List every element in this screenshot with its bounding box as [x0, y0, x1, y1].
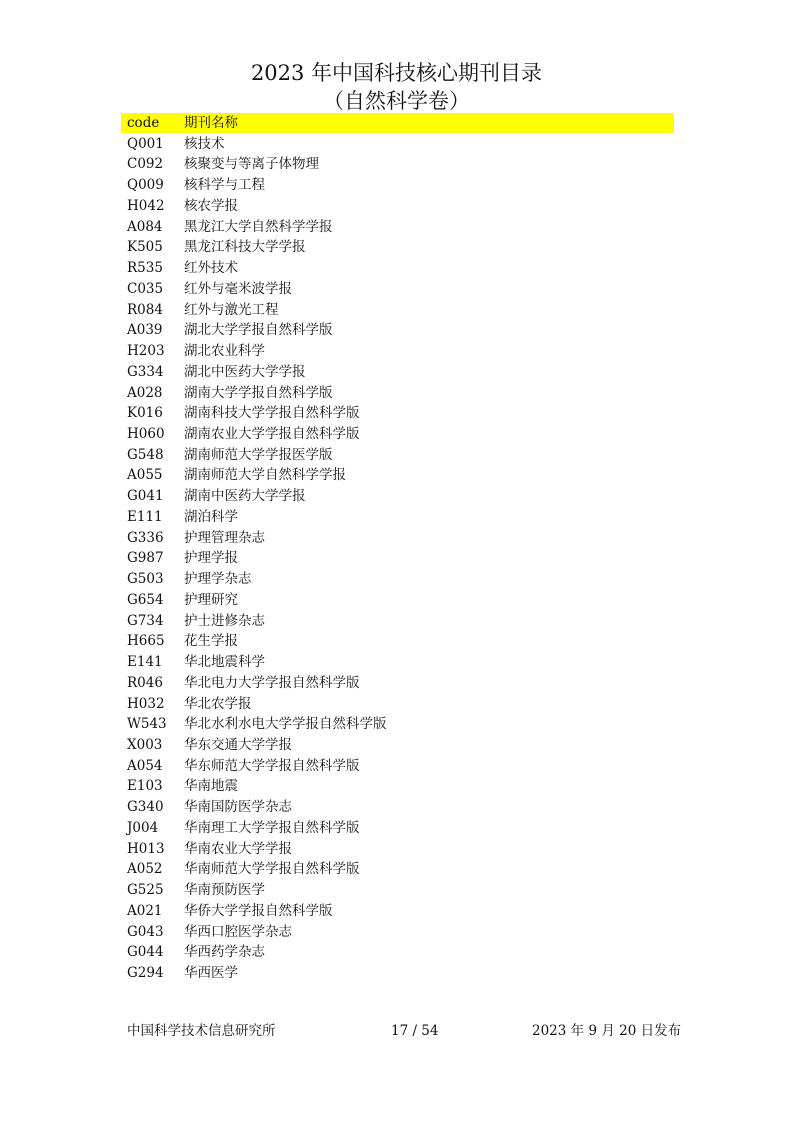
table-row: [121, 258, 674, 279]
journal-name: 湖南科技大学学报自然科学版: [184, 405, 360, 422]
table-row: [121, 528, 674, 549]
journal-code: Q001: [127, 135, 164, 152]
header-journal-name: 期刊名称: [184, 115, 238, 131]
journal-name: 华西药学杂志: [184, 944, 265, 961]
journal-table: [121, 113, 674, 984]
journal-code: A055: [127, 467, 163, 484]
journal-code: H032: [127, 695, 165, 712]
journal-name: 黑龙江科技大学学报: [184, 239, 306, 256]
journal-name: 红外技术: [184, 260, 238, 277]
journal-code: H665: [127, 633, 165, 650]
journal-name: 核聚变与等离子体物理: [184, 156, 319, 173]
table-body: [121, 134, 674, 984]
journal-name: 华南地震: [184, 778, 238, 795]
table-header-row: [121, 113, 674, 133]
table-row: [121, 154, 674, 175]
table-row: [121, 797, 674, 818]
table-row: [121, 590, 674, 611]
journal-name: 华北电力大学学报自然科学版: [184, 674, 360, 691]
journal-code: G340: [127, 799, 164, 816]
journal-code: G044: [127, 944, 164, 961]
table-row: [121, 839, 674, 860]
table-row: [121, 362, 674, 383]
table-row: [121, 196, 674, 217]
journal-name: 花生学报: [184, 633, 238, 650]
journal-code: C035: [127, 280, 164, 297]
journal-code: A028: [127, 384, 163, 401]
journal-code: A054: [127, 757, 163, 774]
journal-name: 湖南中医药大学学报: [184, 488, 306, 505]
journal-code: E111: [127, 508, 163, 525]
journal-name: 湖北大学学报自然科学版: [184, 322, 333, 339]
journal-code: A039: [127, 322, 163, 339]
table-row: [121, 859, 674, 880]
journal-name: 黑龙江大学自然科学学报: [184, 218, 333, 235]
journal-code: H060: [127, 425, 165, 442]
journal-code: J004: [127, 819, 159, 836]
journal-code: G041: [127, 488, 164, 505]
journal-code: G043: [127, 923, 164, 940]
journal-name: 湖北农业科学: [184, 343, 265, 360]
journal-name: 护士进修杂志: [184, 612, 265, 629]
table-row: [121, 507, 674, 528]
journal-code: G525: [127, 882, 164, 899]
table-row: [121, 383, 674, 404]
table-row: [121, 279, 674, 300]
journal-name: 湖北中医药大学学报: [184, 363, 306, 380]
journal-code: Q009: [127, 177, 164, 194]
table-row: [121, 922, 674, 943]
journal-code: R535: [127, 260, 163, 277]
journal-code: A021: [127, 902, 163, 919]
journal-name: 华北地震科学: [184, 654, 265, 671]
table-row: [121, 611, 674, 632]
journal-name: 湖南师范大学自然科学学报: [184, 467, 346, 484]
journal-name: 华东交通大学学报: [184, 736, 292, 753]
table-row: [121, 237, 674, 258]
journal-name: 护理学报: [184, 550, 238, 567]
table-row: [121, 445, 674, 466]
table-row: [121, 134, 674, 155]
journal-name: 湖南师范大学学报医学版: [184, 446, 333, 463]
table-row: [121, 652, 674, 673]
journal-name: 华北水利水电大学学报自然科学版: [184, 716, 387, 733]
table-row: [121, 341, 674, 362]
journal-name: 华北农学报: [184, 695, 252, 712]
footer-organization: 中国科学技术信息研究所: [127, 1023, 276, 1039]
journal-name: 湖南大学学报自然科学版: [184, 384, 333, 401]
journal-name: 红外与毫米波学报: [184, 280, 292, 297]
table-row: [121, 569, 674, 590]
journal-name: 华南农业大学学报: [184, 840, 292, 857]
journal-name: 华东师范大学学报自然科学版: [184, 757, 360, 774]
table-row: [121, 963, 674, 984]
footer-page-number: 17 / 54: [391, 1023, 439, 1039]
table-row: [121, 942, 674, 963]
journal-code: G334: [127, 363, 164, 380]
table-row: [121, 320, 674, 341]
journal-name: 核科学与工程: [184, 177, 265, 194]
journal-code: R084: [127, 301, 163, 318]
table-row: [121, 694, 674, 715]
journal-name: 湖南农业大学学报自然科学版: [184, 425, 360, 442]
journal-name: 护理管理杂志: [184, 529, 265, 546]
journal-code: W543: [127, 716, 167, 733]
journal-name: 护理研究: [184, 591, 238, 608]
journal-name: 核技术: [184, 135, 225, 152]
table-row: [121, 465, 674, 486]
journal-code: X003: [127, 736, 163, 753]
table-row: [121, 424, 674, 445]
document-title: 2023 年中国科技核心期刊目录: [250, 61, 543, 85]
journal-name: 华南师范大学学报自然科学版: [184, 861, 360, 878]
journal-code: K505: [127, 239, 163, 256]
table-row: [121, 880, 674, 901]
journal-code: G987: [127, 550, 164, 567]
journal-code: C092: [127, 156, 164, 173]
journal-code: G734: [127, 612, 164, 629]
table-row: [121, 300, 674, 321]
journal-code: A084: [127, 218, 163, 235]
table-row: [121, 818, 674, 839]
journal-name: 华侨大学学报自然科学版: [184, 902, 333, 919]
journal-code: H203: [127, 343, 165, 360]
journal-code: G654: [127, 591, 164, 608]
journal-name: 华西医学: [184, 965, 238, 982]
journal-code: H042: [127, 197, 165, 214]
journal-name: 核农学报: [184, 197, 238, 214]
journal-name: 华南理工大学学报自然科学版: [184, 819, 360, 836]
journal-name: 华南国防医学杂志: [184, 799, 292, 816]
journal-code: A052: [127, 861, 163, 878]
journal-name: 华南预防医学: [184, 882, 265, 899]
journal-code: H013: [127, 840, 165, 857]
table-row: [121, 901, 674, 922]
journal-code: G503: [127, 571, 164, 588]
journal-name: 护理学杂志: [184, 571, 252, 588]
table-row: [121, 756, 674, 777]
header-code: code: [127, 115, 160, 131]
table-row: [121, 735, 674, 756]
table-row: [121, 486, 674, 507]
journal-name: 华西口腔医学杂志: [184, 923, 292, 940]
journal-code: G336: [127, 529, 164, 546]
journal-code: E141: [127, 654, 163, 671]
journal-code: G294: [127, 965, 164, 982]
table-row: [121, 714, 674, 735]
footer-publish-date: 2023 年 9 月 20 日发布: [532, 1023, 682, 1039]
table-row: [121, 776, 674, 797]
journal-code: R046: [127, 674, 163, 691]
table-row: [121, 548, 674, 569]
journal-code: K016: [127, 405, 163, 422]
table-row: [121, 175, 674, 196]
journal-code: G548: [127, 446, 164, 463]
document-subtitle: （自然科学卷）: [323, 89, 470, 113]
journal-code: E103: [127, 778, 163, 795]
table-row: [121, 217, 674, 238]
table-row: [121, 631, 674, 652]
journal-name: 红外与激光工程: [184, 301, 279, 318]
table-row: [121, 403, 674, 424]
journal-name: 湖泊科学: [184, 508, 238, 525]
table-row: [121, 673, 674, 694]
